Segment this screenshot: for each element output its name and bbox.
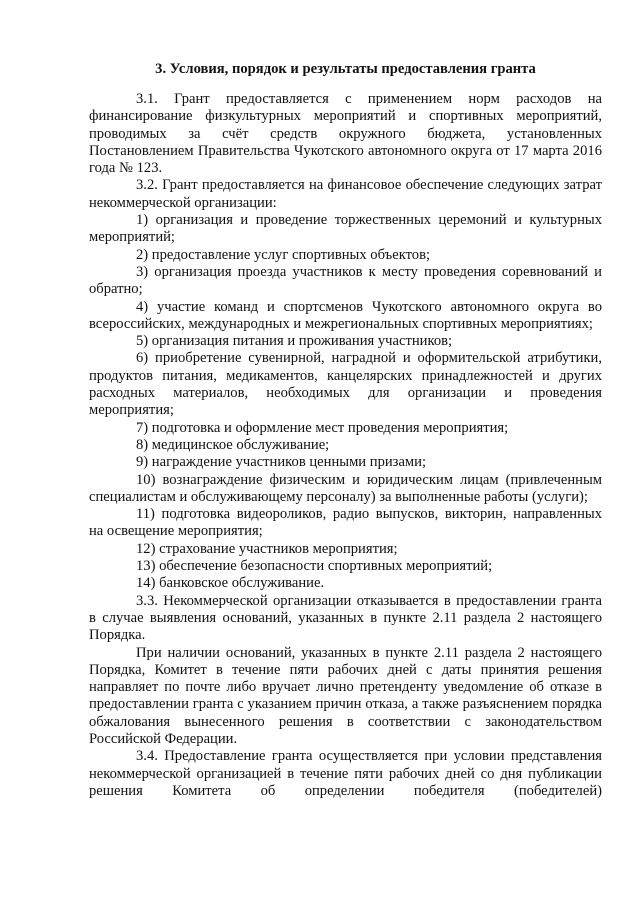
list-item-8: 8) медицинское обслуживание; xyxy=(136,436,330,453)
list-item-4: 4) участие команд и спортсменов Чукотского автономного округа во всероссийских, международных и межрегиональных спортивных мероприятиях; xyxy=(89,298,602,332)
paragraph-refusal-notice: При наличии оснований, указанных в пункте 2.11 раздела 2 настоящего Порядка, Комитет в течение пяти рабочих дней с даты принятия решения направляет по почте либо вручает лично претенденту уведомление об отказе в предоставлении гранта с указанием причин отказа, а также разъяснением порядка обжалования вынесенного решения в соответствии с законодательством Российской Федерации. xyxy=(89,644,602,747)
section-heading: 3. Условия, порядок и результаты предоставления гранта xyxy=(155,61,536,77)
list-item-5: 5) организация питания и проживания участников; xyxy=(136,333,453,350)
list-item-9: 9) награждение участников ценными призами; xyxy=(136,454,427,471)
list-item-1: 1) организация и проведение торжественных церемоний и культурных мероприятий; xyxy=(89,212,602,246)
list-item-6: 6) приобретение сувенирной, наградной и оформительской атрибутики, продуктов питания, медикаментов, канцелярских принадлежностей и других расходных материалов, необходимых для организации и проведения мероприятия; xyxy=(89,350,602,419)
list-item-14: 14) банковское обслуживание. xyxy=(136,575,325,592)
list-item-3: 3) организация проезда участников к месту проведения соревнований и обратно; xyxy=(89,263,602,298)
document-body xyxy=(89,60,602,800)
paragraph-3-2: 3.2. Грант предоставляется на финансовое обеспечение следующих затрат некоммерческой организации: xyxy=(89,177,602,211)
list-item-7: 7) подготовка и оформление мест проведения мероприятия; xyxy=(136,419,509,436)
list-item-2: 2) предоставление услуг спортивных объектов; xyxy=(136,246,431,263)
list-item-12: 12) страхование участников мероприятия; xyxy=(136,540,398,557)
list-item-13: 13) обеспечение безопасности спортивных мероприятий; xyxy=(136,558,493,575)
paragraph-3-1: 3.1. Грант предоставляется с применением норм расходов на финансирование физкультурных мероприятий и спортивных мероприятий, проводимых за счёт средств окружного бюджета, установленных Постановлением Правительства Чукотского автономного округа от 17 марта 2016 года № 123. xyxy=(89,91,602,177)
paragraph-3-4: 3.4. Предоставление гранта осуществляется при условии представления некоммерческой организацией в течение пяти рабочих дней со дня публикации решения Комитета об определении победителя (победителей) xyxy=(89,748,602,799)
list-item-10: 10) вознаграждение физическим и юридическим лицам (привлеченным специалистам и обслуживающему персоналу) за выполненные работы (услуги); xyxy=(89,471,602,505)
paragraph-3-3: 3.3. Некоммерческой организации отказывается в предоставлении гранта в случае выявления оснований, указанных в пункте 2.11 раздела 2 настоящего Порядка. xyxy=(89,592,602,644)
list-item-11: 11) подготовка видеороликов, радио выпусков, викторин, направленных на освещение мероприятия; xyxy=(89,506,602,540)
